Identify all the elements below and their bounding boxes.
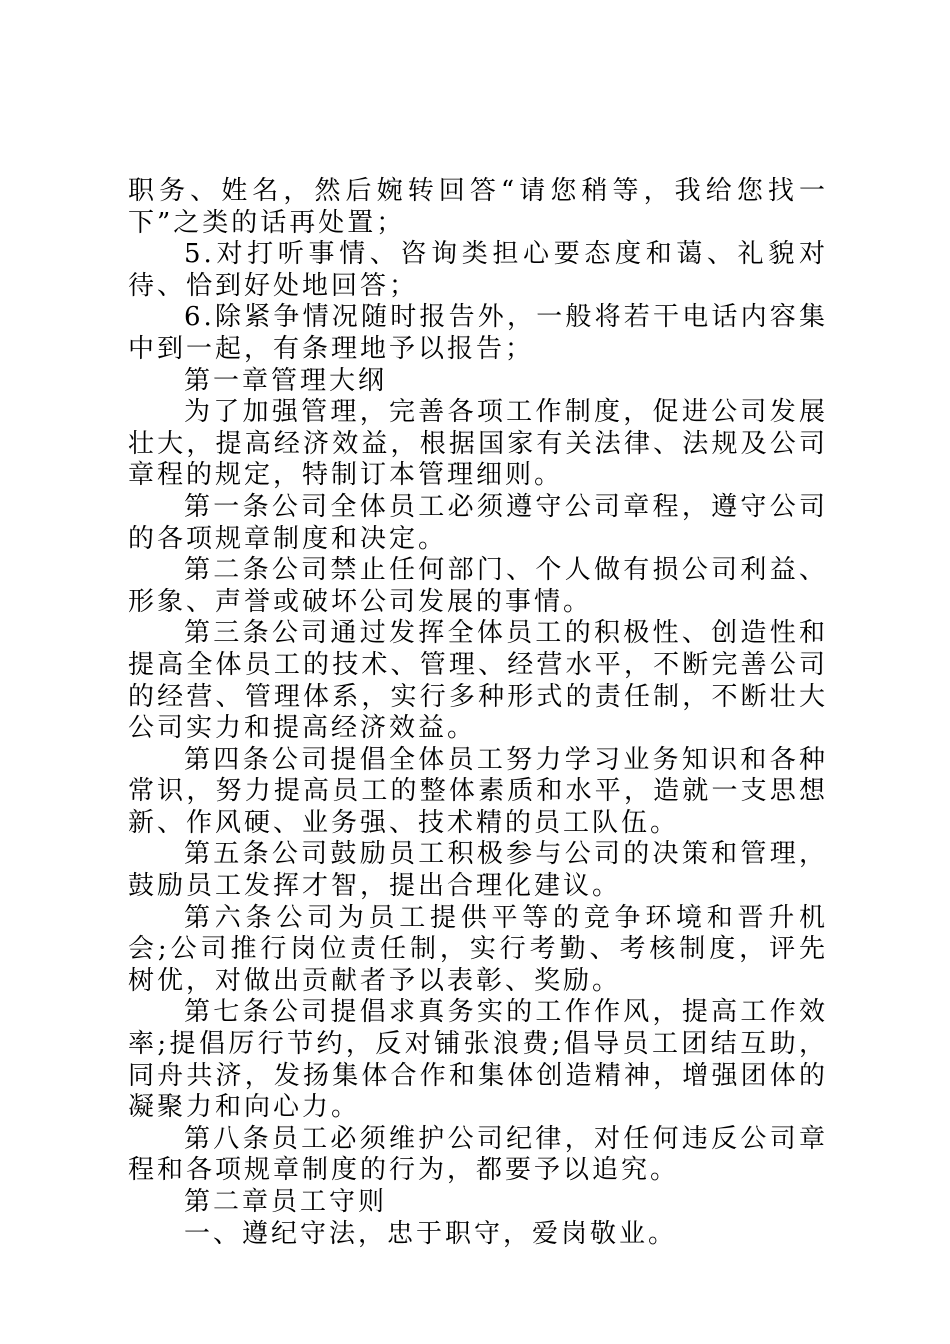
article-1: 第一条公司全体员工必须遵守公司章程，遵守公司的各项规章制度和决定。 (128, 491, 828, 554)
paragraph-item-5: 5.对打听事情、咨询类担心要态度和蔼、礼貌对待、恰到好处地回答； (128, 239, 828, 301)
article-7: 第七条公司提倡求真务实的工作作风，提高工作效率;提倡厉行节约，反对铺张浪费;倡导员工团结互助，同舟共济，发扬集体合作和集体创造精神，增强团体的凝聚力和向心力。 (128, 997, 828, 1123)
article-2: 第二条公司禁止任何部门、个人做有损公司利益、形象、声誉或破坏公司发展的事情。 (128, 555, 828, 617)
rule-1: 一、遵纪守法，忠于职守，爱岗敬业。 (184, 1218, 678, 1249)
paragraph-item-6: 6.除紧争情况随时报告外，一般将若干电话内容集中到一起，有条理地予以报告； (128, 302, 828, 364)
chapter-1-heading: 第一章管理大纲 (184, 365, 388, 396)
article-4: 第四条公司提倡全体员工努力学习业务知识和各种常识，努力提高员工的整体素质和水平，造就一支思想新、作风硬、业务强、技术精的员工队伍。 (128, 744, 828, 838)
document-body (128, 176, 828, 1250)
chapter-2-heading: 第二章员工守则 (184, 1187, 388, 1217)
article-8: 第八条员工必须维护公司纪律，对任何违反公司章程和各项规章制度的行为，都要予以追究。 (128, 1123, 828, 1186)
article-3: 第三条公司通过发挥全体员工的积极性、创造性和提高全体员工的技术、管理、经营水平，不断完善公司的经营、管理体系，实行多种形式的责任制，不断壮大公司实力和提高经济效益。 (128, 618, 828, 744)
paragraph-preamble: 为了加强管理，完善各项工作制度，促进公司发展壮大，提高经济效益，根据国家有关法律、法规及公司章程的规定，特制订本管理细则。 (128, 397, 828, 491)
article-6: 第六条公司为员工提供平等的竞争环境和晋升机会;公司推行岗位责任制，实行考勤、考核制度，评先树优，对做出贡献者予以表彰、奖励。 (128, 902, 828, 996)
paragraph-continuation: 职务、姓名，然后婉转回答“请您稍等，我给您找一下”之类的话再处置； (128, 176, 828, 238)
article-5: 第五条公司鼓励员工积极参与公司的决策和管理，鼓励员工发挥才智，提出合理化建议。 (128, 839, 828, 902)
